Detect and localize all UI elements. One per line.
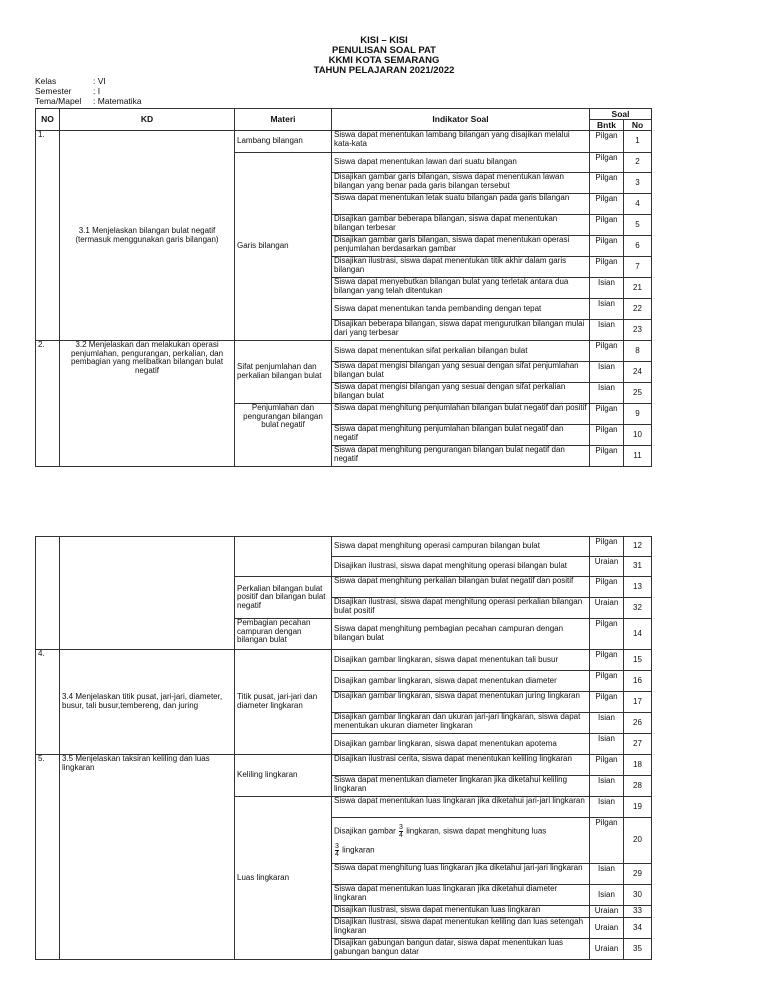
bentuk-cell: Pilgan <box>590 671 624 692</box>
bentuk-cell: Uraian <box>590 918 624 939</box>
bentuk-cell: Pilgan <box>590 131 624 153</box>
row-number: 2. <box>36 341 60 467</box>
nomor-cell: 1 <box>624 131 652 153</box>
meta-mapel-value: : Matematika <box>93 96 142 106</box>
nomor-cell: 26 <box>624 713 652 734</box>
bentuk-cell: Pilgan <box>590 619 624 650</box>
indikator-cell: Siswa dapat menentukan tanda pembanding dengan tepat <box>332 299 590 320</box>
materi-cell: Lambang bilangan <box>235 131 332 153</box>
bentuk-cell: Pilgan <box>590 446 624 467</box>
col-header-no: NO <box>36 109 60 131</box>
nomor-cell: 35 <box>624 939 652 960</box>
indikator-cell: Disajikan gambar beberapa bilangan, siswa dapat menentukan bilangan terbesar <box>332 215 590 236</box>
meta-kelas <box>35 76 106 86</box>
nomor-cell: 25 <box>624 383 652 404</box>
bentuk-cell: Uraian <box>590 906 624 918</box>
indikator-cell: Disajikan gambar lingkaran, siswa dapat menentukan juring lingkaran <box>332 692 590 713</box>
indikator-cell: Disajikan ilustrasi, siswa dapat menentukan keliling dan luas setengah lingkaran <box>332 918 590 939</box>
bentuk-cell: Isian <box>590 383 624 404</box>
indikator-cell: Siswa dapat menentukan lambang bilangan yang disajikan melalui kata-kata <box>332 131 590 153</box>
bentuk-cell: Isian <box>590 734 624 755</box>
bentuk-cell: Isian <box>590 299 624 320</box>
materi-cell: Garis bilangan <box>235 153 332 341</box>
kd-cell: 3.5 Menjelaskan taksiran keliling dan luas lingkaran <box>60 755 235 960</box>
fraction-three-quarters <box>335 843 339 858</box>
bentuk-cell: Uraian <box>590 939 624 960</box>
indikator-cell: Siswa dapat menghitung pembagian pecahan campuran dengan bilangan bulat <box>332 619 590 650</box>
nomor-cell: 34 <box>624 918 652 939</box>
nomor-cell: 32 <box>624 598 652 619</box>
nomor-cell: 30 <box>624 885 652 906</box>
bentuk-cell: Pilgan <box>590 173 624 194</box>
indikator-cell: Disajikan ilustrasi, siswa dapat menghitung operasi bilangan bulat <box>332 557 590 577</box>
indikator-cell: Disajikan gambar garis bilangan, siswa dapat menentukan operasi penjumlahan berdasarkan gambar <box>332 236 590 257</box>
nomor-cell: 29 <box>624 864 652 885</box>
doc-title-line3: KKMI KOTA SEMARANG <box>328 55 440 66</box>
bentuk-cell: Pilgan <box>590 537 624 557</box>
bentuk-cell: Isian <box>590 362 624 383</box>
kd-cell: 3.1 Menjelaskan bilangan bulat negatif (termasuk menggunakan garis bilangan) <box>60 131 235 341</box>
nomor-cell: 21 <box>624 278 652 299</box>
fraction-denominator: 4 <box>335 850 339 858</box>
indikator-cell: Siswa dapat menghitung operasi campuran bilangan bulat <box>332 537 590 557</box>
bentuk-cell: Isian <box>590 776 624 797</box>
indikator-cell: Disajikan gambar lingkaran, siswa dapat menentukan diameter <box>332 671 590 692</box>
col-header-kd: KD <box>60 109 235 131</box>
indikator-cell: Siswa dapat menghitung penjumlahan bilangan bulat negatif dan positif <box>332 404 590 425</box>
bentuk-cell: Pilgan <box>590 236 624 257</box>
col-header-materi: Materi <box>235 109 332 131</box>
bentuk-cell: Pilgan <box>590 341 624 362</box>
nomor-cell: 17 <box>624 692 652 713</box>
nomor-cell: 10 <box>624 425 652 446</box>
materi-cell: Penjumlahan dan pengurangan bilangan bulat negatif <box>235 404 332 467</box>
doc-title-line4: TAHUN PELAJARAN 2021/2022 <box>313 65 455 76</box>
fraction-denominator: 4 <box>399 831 403 839</box>
indikator-cell: Siswa dapat menghitung perkalian bilangan bulat negatif dan positif <box>332 577 590 598</box>
col-header-nomor: No <box>624 120 652 131</box>
nomor-cell: 6 <box>624 236 652 257</box>
nomor-cell: 19 <box>624 797 652 818</box>
bentuk-cell: Uraian <box>590 557 624 577</box>
row-number: 4. <box>36 650 60 755</box>
indikator-cell: Disajikan beberapa bilangan, siswa dapat mengurutkan bilangan mulai dari yang terbesar <box>332 320 590 341</box>
bentuk-cell: Isian <box>590 713 624 734</box>
bentuk-cell: Pilgan <box>590 650 624 671</box>
materi-cell: Titik pusat, jari-jari dan diameter lingkaran <box>235 650 332 755</box>
nomor-cell: 20 <box>624 818 652 864</box>
bentuk-cell: Pilgan <box>590 257 624 278</box>
indikator-cell: Siswa dapat mengisi bilangan yang sesuai dengan sifat penjumlahan bilangan bulat <box>332 362 590 383</box>
bentuk-cell: Pilgan <box>590 692 624 713</box>
fraction-three-quarters <box>399 824 403 839</box>
nomor-cell: 15 <box>624 650 652 671</box>
bentuk-cell: Pilgan <box>590 577 624 598</box>
nomor-cell: 8 <box>624 341 652 362</box>
indikator-cell: Disajikan ilustrasi, siswa dapat menentukan luas lingkaran <box>332 906 590 918</box>
meta-kelas-label: Kelas <box>35 76 57 86</box>
indikator-cell: Disajikan ilustrasi cerita, siswa dapat menentukan keliling lingkaran <box>332 755 590 776</box>
meta-semester-label: Semester <box>35 86 72 96</box>
indikator-cell: Siswa dapat menentukan diameter lingkaran jika diketahui keliling lingkaran <box>332 776 590 797</box>
bentuk-cell: Pilgan <box>590 425 624 446</box>
bentuk-cell: Pilgan <box>590 404 624 425</box>
row-number: 1. <box>36 131 60 341</box>
bentuk-cell: Pilgan <box>590 755 624 776</box>
col-header-soal: Soal <box>590 109 652 120</box>
indikator-cell: Disajikan gambar garis bilangan, siswa dapat menentukan lawan bilangan yang benar pada garis bilangan tersebut <box>332 173 590 194</box>
nomor-cell: 7 <box>624 257 652 278</box>
meta-mapel-label: Tema/Mapel <box>35 96 82 106</box>
nomor-cell: 3 <box>624 173 652 194</box>
materi-cell: Keliling lingkaran <box>235 755 332 797</box>
bentuk-cell: Pilgan <box>590 194 624 215</box>
bentuk-cell: Isian <box>590 797 624 818</box>
kisi-table-page2 <box>35 536 652 960</box>
kd-cell <box>60 537 235 650</box>
doc-title-line1: KISI – KISI <box>360 35 408 46</box>
bentuk-cell: Isian <box>590 885 624 906</box>
nomor-cell: 18 <box>624 755 652 776</box>
nomor-cell: 33 <box>624 906 652 918</box>
nomor-cell: 5 <box>624 215 652 236</box>
kisi-table-page1 <box>35 108 652 467</box>
doc-title-line2: PENULISAN SOAL PAT <box>332 45 436 56</box>
fraction-numerator: 3 <box>399 823 403 831</box>
bentuk-cell: Pilgan <box>590 215 624 236</box>
nomor-cell: 2 <box>624 153 652 173</box>
indikator-cell: Siswa dapat menentukan sifat perkalian bilangan bulat <box>332 341 590 362</box>
bentuk-cell: Pilgan <box>590 818 624 864</box>
col-header-indikator: Indikator Soal <box>332 109 590 131</box>
indikator-cell: Disajikan gambar lingkaran dan ukuran jari-jari lingkaran, siswa dapat menentukan ukuran diameter lingkaran <box>332 713 590 734</box>
bentuk-cell: Uraian <box>590 598 624 619</box>
indikator-cell: Siswa dapat menentukan luas lingkaran jika diketahui jari-jari lingkaran <box>332 797 590 818</box>
kd-cell: 3.2 Menjelaskan dan melakukan operasi penjumlahan, pengurangan, perkalian, dan pembagian yang melibatkan bilangan bulat negatif <box>60 341 235 467</box>
nomor-cell: 24 <box>624 362 652 383</box>
materi-cell: Luas lingkaran <box>235 797 332 960</box>
nomor-cell: 12 <box>624 537 652 557</box>
bentuk-cell: Isian <box>590 320 624 341</box>
nomor-cell: 11 <box>624 446 652 467</box>
indikator-cell: Siswa dapat menghitung luas lingkaran jika diketahui jari-jari lingkaran <box>332 864 590 885</box>
indikator-cell: Siswa dapat menentukan luas lingkaran jika diketahui diameter lingkaran <box>332 885 590 906</box>
indikator-cell: Disajikan gambar lingkaran, siswa dapat menentukan tali busur <box>332 650 590 671</box>
meta-semester-value: : I <box>93 86 101 96</box>
indikator-cell: Disajikan gambar lingkaran, siswa dapat menentukan apotema <box>332 734 590 755</box>
materi-cell: Pembagian pecahan campuran dengan bilangan bulat <box>235 619 332 650</box>
indikator-text: lingkaran, siswa dapat menghitung luas <box>406 826 547 836</box>
indikator-cell: Disajikan ilustrasi, siswa dapat menentukan titik akhir dalam garis bilangan <box>332 257 590 278</box>
meta-semester <box>35 86 100 96</box>
nomor-cell: 4 <box>624 194 652 215</box>
indikator-cell: Siswa dapat menyebutkan bilangan bulat yang terletak antara dua bilangan yang telah ditentukan <box>332 278 590 299</box>
nomor-cell: 27 <box>624 734 652 755</box>
nomor-cell: 23 <box>624 320 652 341</box>
nomor-cell: 9 <box>624 404 652 425</box>
indikator-cell: Disajikan ilustrasi, siswa dapat menghitung operasi perkalian bilangan bulat positif <box>332 598 590 619</box>
col-header-bntk: Bntk <box>590 120 624 131</box>
bentuk-cell: Isian <box>590 864 624 885</box>
meta-mapel <box>35 96 142 106</box>
nomor-cell: 14 <box>624 619 652 650</box>
materi-cell: Sifat penjumlahan dan perkalian bilangan bulat <box>235 341 332 404</box>
indikator-text: Disajikan gambar <box>334 826 396 836</box>
nomor-cell: 16 <box>624 671 652 692</box>
indikator-cell: Siswa dapat menghitung penjumlahan bilangan bulat negatif dan negatif <box>332 425 590 446</box>
indikator-cell <box>332 818 590 864</box>
indikator-cell: Siswa dapat menghitung pengurangan bilangan bulat negatif dan negatif <box>332 446 590 467</box>
bentuk-cell: Isian <box>590 278 624 299</box>
indikator-cell: Siswa dapat menentukan letak suatu bilangan pada garis bilangan <box>332 194 590 215</box>
row-number: 5. <box>36 755 60 960</box>
materi-cell: Perkalian bilangan bulat positif dan bilangan bulat negatif <box>235 577 332 619</box>
kd-cell: 3.4 Menjelaskan titik pusat, jari-jari, diameter, busur, tali busur,tembereng, dan juring <box>60 650 235 755</box>
nomor-cell: 28 <box>624 776 652 797</box>
indikator-cell: Siswa dapat mengisi bilangan yang sesuai dengan sifat perkalian bilangan bulat <box>332 383 590 404</box>
fraction-numerator: 3 <box>335 842 339 850</box>
nomor-cell: 13 <box>624 577 652 598</box>
indikator-text: lingkaran <box>342 845 375 855</box>
bentuk-cell: Pilgan <box>590 153 624 173</box>
materi-cell <box>235 537 332 577</box>
row-number <box>36 537 60 650</box>
indikator-cell: Siswa dapat menentukan lawan dari suatu bilangan <box>332 153 590 173</box>
meta-kelas-value: : VI <box>93 76 106 86</box>
nomor-cell: 22 <box>624 299 652 320</box>
nomor-cell: 31 <box>624 557 652 577</box>
indikator-cell: Disajikan gabungan bangun datar, siswa dapat menentukan luas gabungan bangun datar <box>332 939 590 960</box>
